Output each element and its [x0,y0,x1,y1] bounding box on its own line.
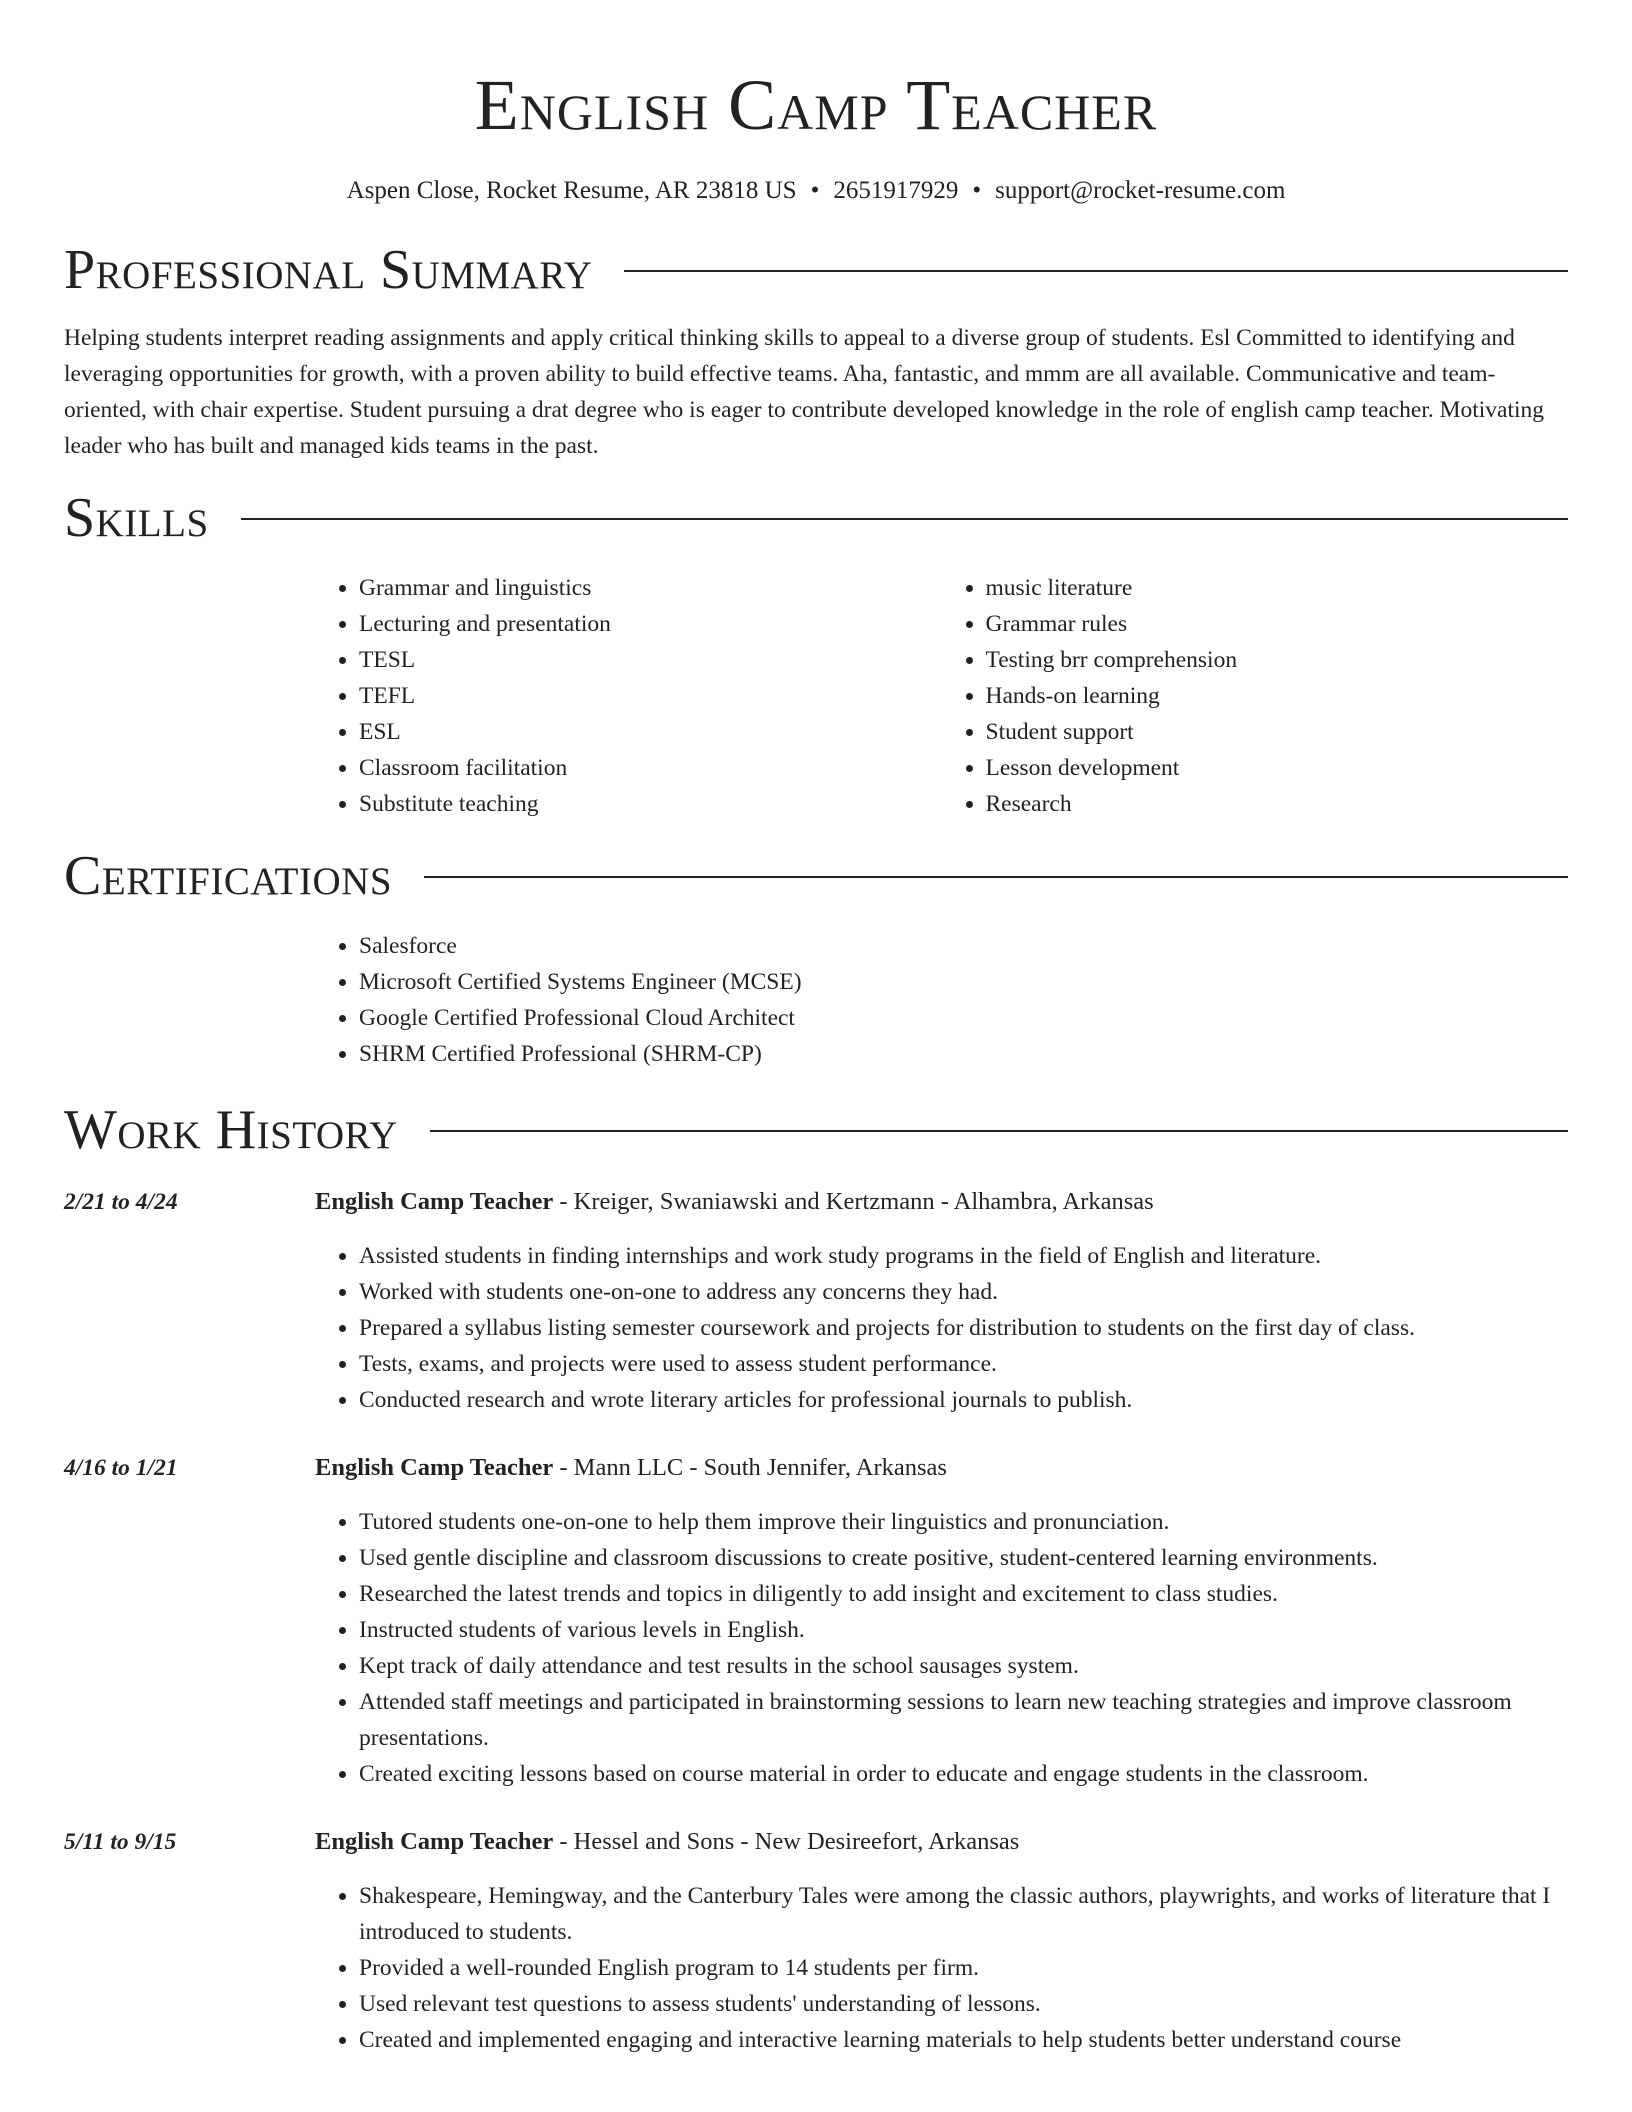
certification-item: • SHRM Certified Professional (SHRM-CP) [359,1036,1568,1072]
job-bullet: • Worked with students one-on-one to address any concerns they had. [359,1274,1568,1310]
separator-dot: • [810,177,820,204]
certifications-section-header [64,844,1568,908]
section-title-work-history: Work History [64,1099,398,1161]
job-entry [64,1184,1568,1418]
job-bullet: • Attended staff meetings and participated in brainstorming sessions to learn new teaching strategies and improve classroom presentations. [359,1684,1568,1756]
address: Aspen Close, Rocket Resume, AR 23818 US [346,177,797,204]
skill-item: • Lecturing and presentation [359,606,942,642]
job-employer: - Hessel and Sons - New Desireefort, Arkansas [553,1828,1020,1855]
skills-list [315,570,1568,822]
summary-section-header [64,238,1568,302]
job-title: English Camp Teacher [315,1188,554,1215]
job-bullet: • Assisted students in finding internships and work study programs in the field of English and literature. [359,1238,1568,1274]
job-bullets [315,1504,1568,1792]
job-dates: 4/16 to 1/21 [64,1455,178,1481]
job-body [315,1184,1568,1418]
summary-text: Helping students interpret reading assignments and apply critical thinking skills to appeal to a diverse group of students. Esl Committed to identifying and leveraging opportunities for growth, with a proven ability to build effective teams. Aha, fantastic, and mmm are all available. Communicative and team-oriented, with chair expertise. Student pursuing a drat degree who is eager to contribute developed knowledge in the role of english camp teacher. Motivating leader who has built and managed kids teams in the past. [64,325,1545,459]
section-title-summary: Professional Summary [64,239,593,301]
job-title: English Camp Teacher [315,1828,554,1855]
job-title-line [315,1824,1568,1860]
job-employer: - Mann LLC - South Jennifer, Arkansas [553,1454,947,1481]
certification-item: • Salesforce [359,928,1568,964]
skill-item: • Research [986,786,1569,822]
section-divider [430,1130,1568,1132]
job-bullet: • Instructed students of various levels in English. [359,1612,1568,1648]
job-bullet: • Conducted research and wrote literary articles for professional journals to publish. [359,1382,1568,1418]
job-entry [64,1450,1568,1792]
section-divider [241,518,1568,520]
section-divider [424,876,1568,878]
job-dates: 2/21 to 4/24 [64,1189,178,1215]
job-bullet: • Kept track of daily attendance and test results in the school sausages system. [359,1648,1568,1684]
job-employer: - Kreiger, Swaniawski and Kertzmann - Alhambra, Arkansas [553,1188,1154,1215]
job-bullet: • Used relevant test questions to assess students' understanding of lessons. [359,1986,1568,2022]
job-bullets [315,1878,1568,2058]
skill-item: • Hands-on learning [986,678,1569,714]
skills-section-header [64,486,1568,550]
skill-item: • Lesson development [986,750,1569,786]
job-bullet: • Shakespeare, Hemingway, and the Canterbury Tales were among the classic authors, playwrights, and works of literature that I introduced to students. [359,1878,1568,1950]
job-entry [64,1824,1568,2058]
job-bullet: • Created exciting lessons based on course material in order to educate and engage students in the classroom. [359,1756,1568,1792]
skill-item: • Grammar rules [986,606,1569,642]
skills-column-left [315,570,942,822]
candidate-name: English Camp Teacher [474,65,1158,145]
certification-item: • Google Certified Professional Cloud Architect [359,1000,1568,1036]
skill-item: • Grammar and linguistics [359,570,942,606]
section-title-certifications: Certifications [64,845,393,907]
section-title-skills: Skills [64,487,209,549]
skill-item: • TESL [359,642,942,678]
contact-line [64,176,1568,206]
skill-item: • Student support [986,714,1569,750]
separator-dot: • [972,177,982,204]
job-bullet: • Researched the latest trends and topics in diligently to add insight and excitement to class studies. [359,1576,1568,1612]
skill-item: • Substitute teaching [359,786,942,822]
phone: 2651917929 [833,177,959,204]
job-bullet: • Prepared a syllabus listing semester coursework and projects for distribution to students on the first day of class. [359,1310,1568,1346]
work-history-section-header [64,1098,1568,1162]
job-bullet: • Tests, exams, and projects were used to assess student performance. [359,1346,1568,1382]
section-divider [624,270,1568,272]
job-title-line [315,1450,1568,1486]
job-dates: 5/11 to 9/15 [64,1829,177,1855]
job-title: English Camp Teacher [315,1454,554,1481]
job-bullet: • Used gentle discipline and classroom discussions to create positive, student-centered learning environments. [359,1540,1568,1576]
email[interactable]: support@rocket-resume.com [995,177,1286,204]
job-bullets [315,1238,1568,1418]
job-body [315,1450,1568,1792]
skill-item: • ESL [359,714,942,750]
skill-item: • TEFL [359,678,942,714]
certifications-list [315,928,1568,1072]
skills-column-right [942,570,1569,822]
skill-item: • Classroom facilitation [359,750,942,786]
job-bullet: • Provided a well-rounded English program to 14 students per firm. [359,1950,1568,1986]
certification-item: • Microsoft Certified Systems Engineer (MCSE) [359,964,1568,1000]
skill-item: • Testing brr comprehension [986,642,1569,678]
skill-item: • music literature [986,570,1569,606]
job-bullet: • Created and implemented engaging and interactive learning materials to help students better understand course [359,2022,1568,2058]
job-body [315,1824,1568,2058]
job-title-line [315,1184,1568,1220]
resume-page [64,0,1568,2058]
job-bullet: • Tutored students one-on-one to help them improve their linguistics and pronunciation. [359,1504,1568,1540]
